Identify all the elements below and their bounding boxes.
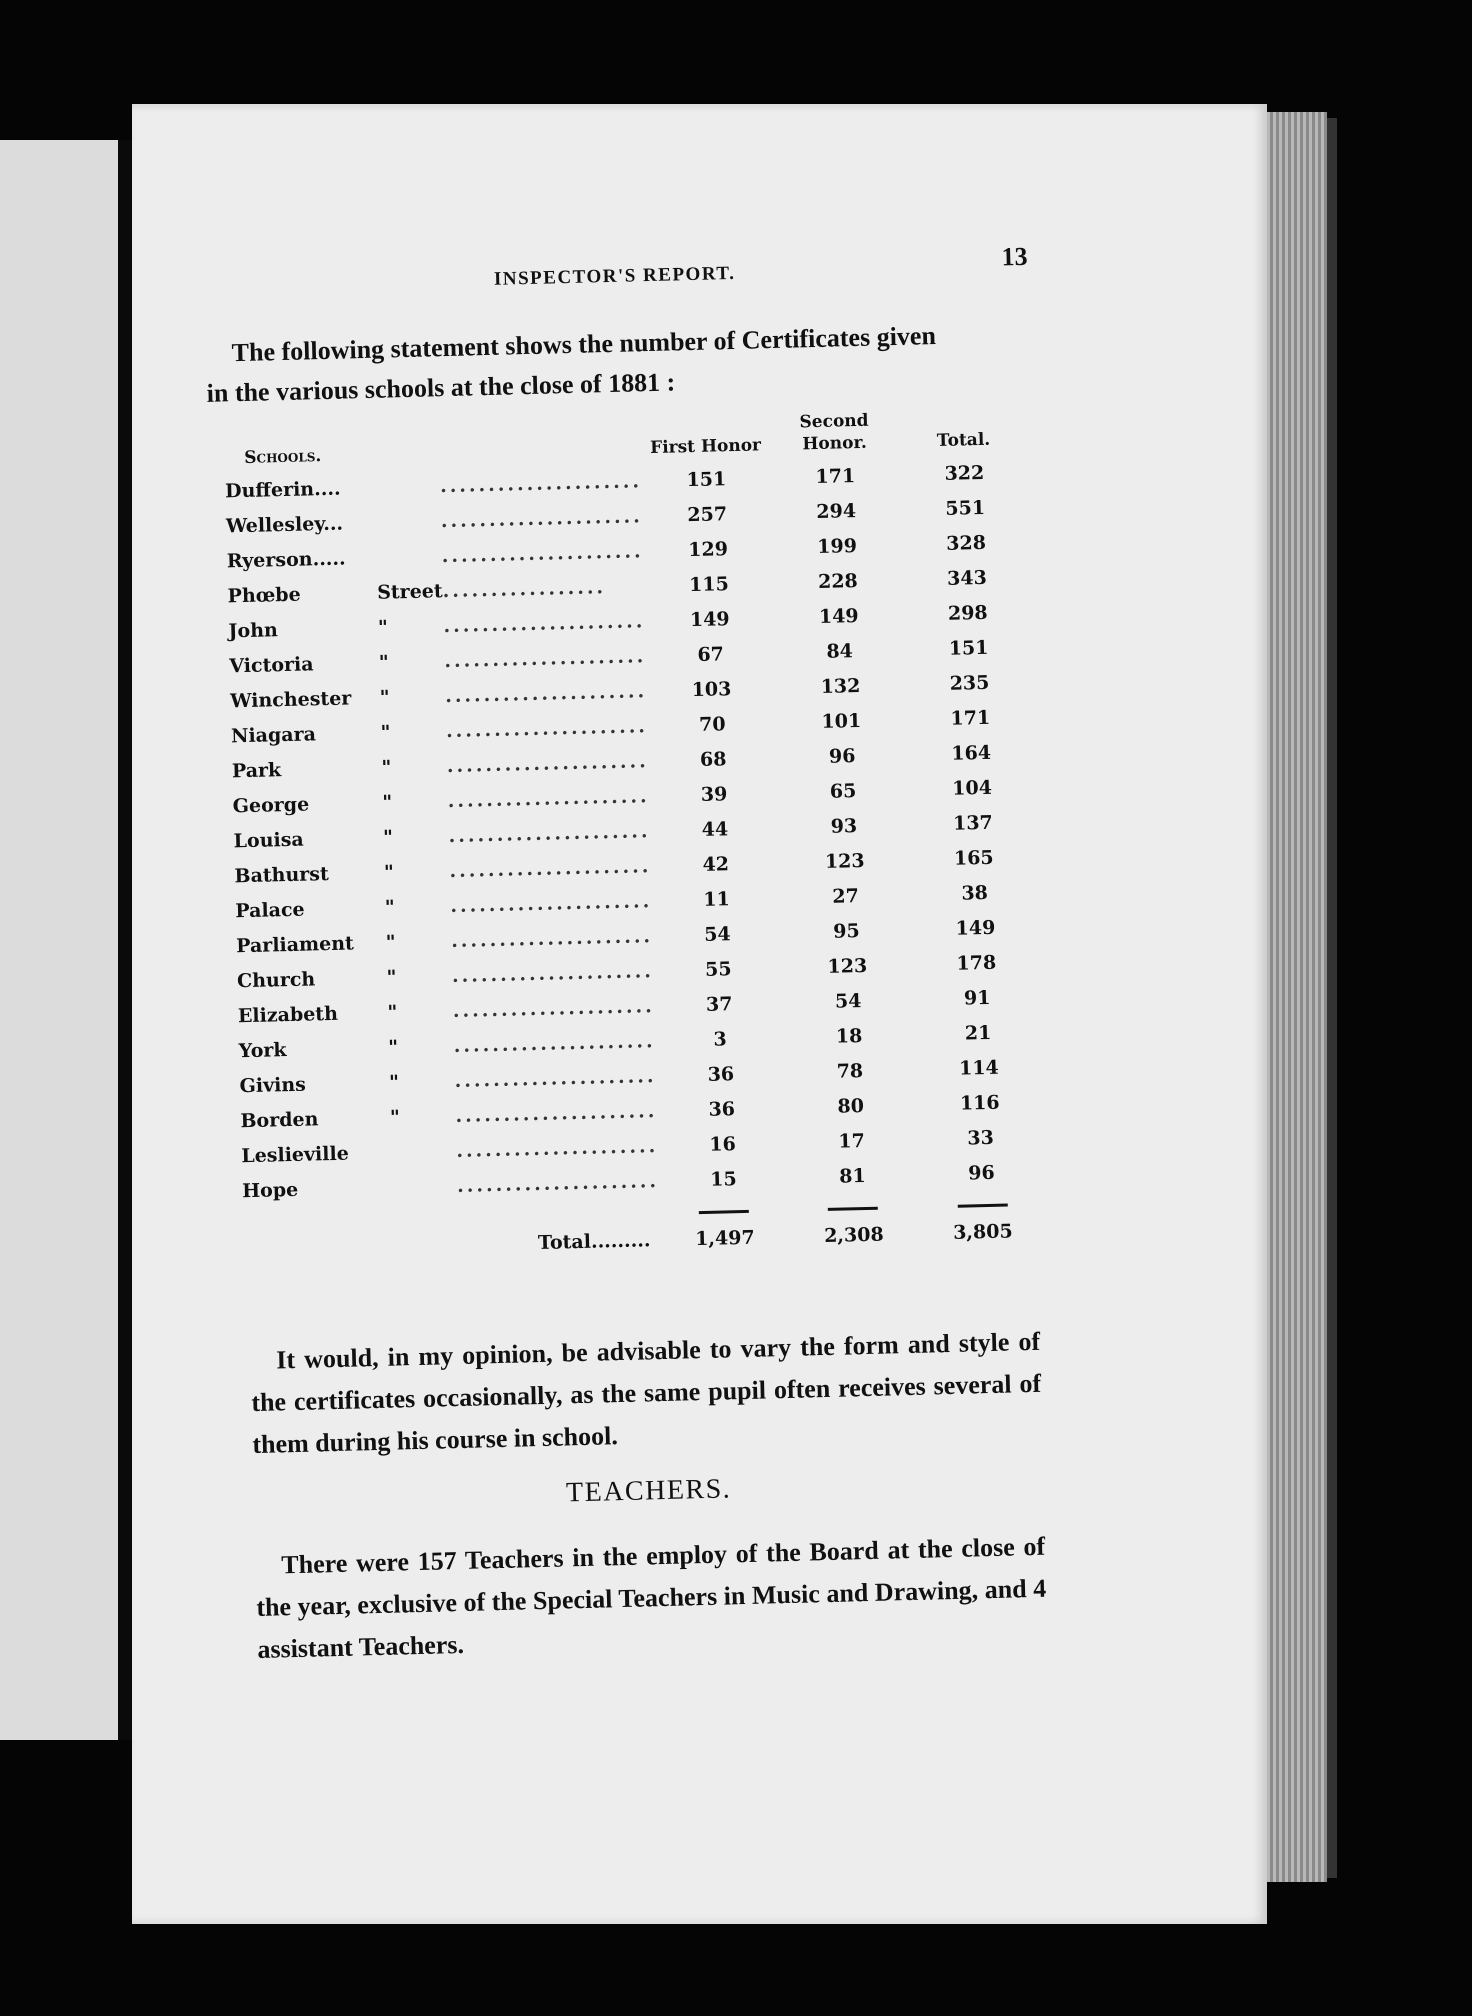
first-honor-value: 11 xyxy=(703,887,731,911)
second-honor-value: 199 xyxy=(816,534,858,558)
ditto-mark xyxy=(374,468,440,505)
page-number: 13 xyxy=(1001,241,1028,272)
leader-dots: ..................... xyxy=(448,819,651,847)
ditto-mark: " xyxy=(384,895,396,919)
school-name: Wellesley... xyxy=(225,512,344,537)
school-name: Park xyxy=(231,758,282,782)
left-page-edge xyxy=(0,140,118,1740)
first-honor-value: 67 xyxy=(697,642,725,666)
first-honor-value: 39 xyxy=(700,782,728,806)
first-honor-value: 44 xyxy=(701,817,729,841)
total-value: 551 xyxy=(945,496,986,520)
header-schools: Schools. xyxy=(244,446,322,468)
leader-dots: ..................... xyxy=(444,679,648,707)
leader-dots: ..................... xyxy=(440,504,644,532)
leader-dots: ..................... xyxy=(456,1169,660,1197)
leader-dots: ..................... xyxy=(455,1099,658,1127)
sum-rule xyxy=(699,1210,749,1214)
school-name: Louisa xyxy=(233,828,304,852)
first-honor-value: 55 xyxy=(704,957,732,981)
ditto-mark xyxy=(390,1133,456,1170)
second-honor-value: 123 xyxy=(827,954,868,978)
leader-dots: ..................... xyxy=(443,609,646,637)
second-honor-value: 18 xyxy=(835,1024,863,1048)
total-value: 149 xyxy=(955,916,996,940)
ditto-mark: " xyxy=(387,1000,398,1024)
total-value: 343 xyxy=(946,566,988,590)
total-value: 165 xyxy=(953,846,994,870)
total-value: 114 xyxy=(958,1056,1000,1080)
total-value: 21 xyxy=(964,1021,992,1045)
leader-dots: ..................... xyxy=(456,1134,659,1162)
ditto-mark: " xyxy=(388,1035,399,1059)
ditto-mark: " xyxy=(380,720,391,744)
school-name: Givins xyxy=(239,1073,307,1097)
leader-dots: ..................... xyxy=(453,1029,656,1057)
school-name: Niagara xyxy=(230,722,317,747)
first-honor-value: 37 xyxy=(705,992,733,1016)
second-honor-value: 54 xyxy=(834,989,862,1013)
first-honor-value: 103 xyxy=(691,677,732,701)
ditto-mark: " xyxy=(382,790,393,814)
second-honor-value: 101 xyxy=(821,709,862,733)
leader-dots: ..................... xyxy=(445,714,649,742)
page-content xyxy=(110,90,1289,1937)
second-honor-value: 17 xyxy=(838,1129,866,1153)
first-honor-value: 36 xyxy=(708,1097,736,1121)
school-name: Elizabeth xyxy=(237,1002,339,1027)
ditto-mark: " xyxy=(381,755,392,779)
ditto-mark: " xyxy=(385,930,396,954)
first-honor-value: 3 xyxy=(713,1027,727,1051)
total-first-honor: 1,497 xyxy=(694,1226,755,1251)
leader-dots: ..................... xyxy=(449,854,652,882)
first-honor-value: 16 xyxy=(709,1132,737,1156)
leader-dots: ..................... xyxy=(450,889,653,917)
ditto-mark xyxy=(376,538,442,575)
sum-rule xyxy=(957,1204,1007,1208)
second-honor-value: 294 xyxy=(816,499,857,523)
total-value: 104 xyxy=(951,776,993,800)
total-value: 322 xyxy=(944,461,985,485)
second-honor-value: 132 xyxy=(820,674,861,698)
total-label: Total......... xyxy=(537,1229,651,1255)
school-name: Church xyxy=(236,967,316,992)
leader-dots: ..................... xyxy=(446,749,650,777)
total-value: 137 xyxy=(952,811,994,835)
ditto-mark: " xyxy=(389,1105,401,1129)
leader-dots: ..................... xyxy=(444,644,647,672)
teachers-paragraph xyxy=(255,1526,1048,1671)
total-value: 298 xyxy=(947,601,988,625)
leader-dots: ..................... xyxy=(450,924,654,952)
ditto-mark: " xyxy=(386,965,397,989)
school-name: George xyxy=(232,792,310,817)
second-honor-value: 84 xyxy=(826,639,854,663)
total-value: 38 xyxy=(961,881,989,905)
school-name: Dufferin.... xyxy=(224,477,341,502)
second-honor-value: 171 xyxy=(815,464,856,488)
second-honor-value: 95 xyxy=(832,919,860,943)
school-name: Parliament xyxy=(235,931,355,957)
school-name: Leslieville xyxy=(241,1142,350,1167)
total-value: 235 xyxy=(949,671,990,695)
ditto-mark: " xyxy=(378,650,390,674)
second-honor-value: 80 xyxy=(837,1094,865,1118)
leader-dots: ..................... xyxy=(439,469,643,497)
ditto-mark: " xyxy=(383,860,395,884)
intro-line-1: The following statement shows the number of Certificates given xyxy=(231,321,937,368)
leader-dots: ................. xyxy=(442,575,607,602)
sum-rule xyxy=(828,1207,878,1211)
school-name: Palace xyxy=(235,898,305,922)
total-second-honor: 2,308 xyxy=(823,1223,884,1248)
second-honor-value: 27 xyxy=(832,884,860,908)
total-value: 171 xyxy=(950,706,991,730)
second-honor-value: 123 xyxy=(824,849,865,873)
header-second-honor: Second Honor. xyxy=(799,410,869,455)
first-honor-value: 15 xyxy=(709,1167,737,1191)
second-honor-value: 228 xyxy=(817,569,859,593)
ditto-mark xyxy=(375,503,441,540)
second-honor-value: 78 xyxy=(836,1059,864,1083)
second-honor-value: 149 xyxy=(818,604,859,628)
school-name: Winchester xyxy=(229,686,352,712)
first-honor-value: 129 xyxy=(687,537,729,561)
first-honor-value: 115 xyxy=(688,572,730,596)
school-name: Phœbe xyxy=(227,583,301,607)
header-total: Total. xyxy=(936,429,991,452)
total-value: 164 xyxy=(951,741,992,765)
header-first-honor: First Honor xyxy=(649,435,762,459)
total-total: 3,805 xyxy=(952,1220,1013,1244)
first-honor-value: 70 xyxy=(698,712,726,736)
leader-dots: ..................... xyxy=(454,1064,657,1092)
ditto-mark: Street xyxy=(376,579,443,604)
school-name: Hope xyxy=(241,1178,299,1202)
ditto-mark: " xyxy=(379,685,390,709)
school-name: Borden xyxy=(240,1107,319,1132)
section-heading-teachers: TEACHERS. xyxy=(565,1473,732,1509)
total-value: 151 xyxy=(948,636,989,660)
school-name: Victoria xyxy=(229,652,314,677)
second-honor-value: 81 xyxy=(838,1164,866,1188)
leader-dots: ..................... xyxy=(451,959,655,987)
first-honor-value: 151 xyxy=(686,467,727,491)
second-honor-value: 93 xyxy=(830,814,858,838)
total-value: 178 xyxy=(956,951,997,975)
first-honor-value: 68 xyxy=(699,747,727,771)
advice-paragraph xyxy=(250,1321,1043,1466)
first-honor-value: 54 xyxy=(703,922,731,946)
running-head xyxy=(493,241,1028,290)
first-honor-value: 36 xyxy=(707,1062,735,1086)
school-name: York xyxy=(238,1038,287,1062)
leader-dots: ..................... xyxy=(441,539,644,567)
teachers-text: There were 157 Teachers in the employ of the Board at the close of the year, exclusive of the Special Teachers in Music and Drawing, and 4 assistant Teachers. xyxy=(256,1531,1047,1664)
running-head-title: INSPECTOR'S REPORT. xyxy=(493,262,736,290)
total-value: 96 xyxy=(967,1161,995,1184)
book-cover-edge xyxy=(1327,118,1337,1878)
ditto-mark: " xyxy=(388,1070,400,1094)
ditto-mark: " xyxy=(377,616,389,639)
total-value: 116 xyxy=(959,1091,1000,1115)
total-value: 328 xyxy=(945,531,987,555)
total-value: 33 xyxy=(967,1126,995,1149)
leader-dots: ..................... xyxy=(447,784,650,812)
second-honor-value: 96 xyxy=(828,744,856,768)
first-honor-value: 149 xyxy=(689,607,730,631)
book-page xyxy=(132,104,1267,1924)
intro-line-2: in the various schools at the close of 1881 : xyxy=(206,367,676,408)
school-name: John xyxy=(228,618,279,642)
school-name: Bathurst xyxy=(234,862,329,887)
ditto-mark xyxy=(391,1168,457,1205)
certificates-table xyxy=(207,406,1047,1271)
second-honor-value: 65 xyxy=(829,779,857,803)
intro-paragraph xyxy=(205,315,967,414)
total-value: 91 xyxy=(963,986,991,1010)
advice-text: It would, in my opinion, be advisable to vary the form and style of the certificates occasionally, as the same pupil often receives several of them during his course in school. xyxy=(251,1326,1042,1460)
first-honor-value: 257 xyxy=(687,502,728,526)
ditto-mark: " xyxy=(382,825,394,849)
leader-dots: ..................... xyxy=(452,994,656,1022)
school-name: Ryerson..... xyxy=(226,547,346,572)
first-honor-value: 42 xyxy=(702,852,730,876)
